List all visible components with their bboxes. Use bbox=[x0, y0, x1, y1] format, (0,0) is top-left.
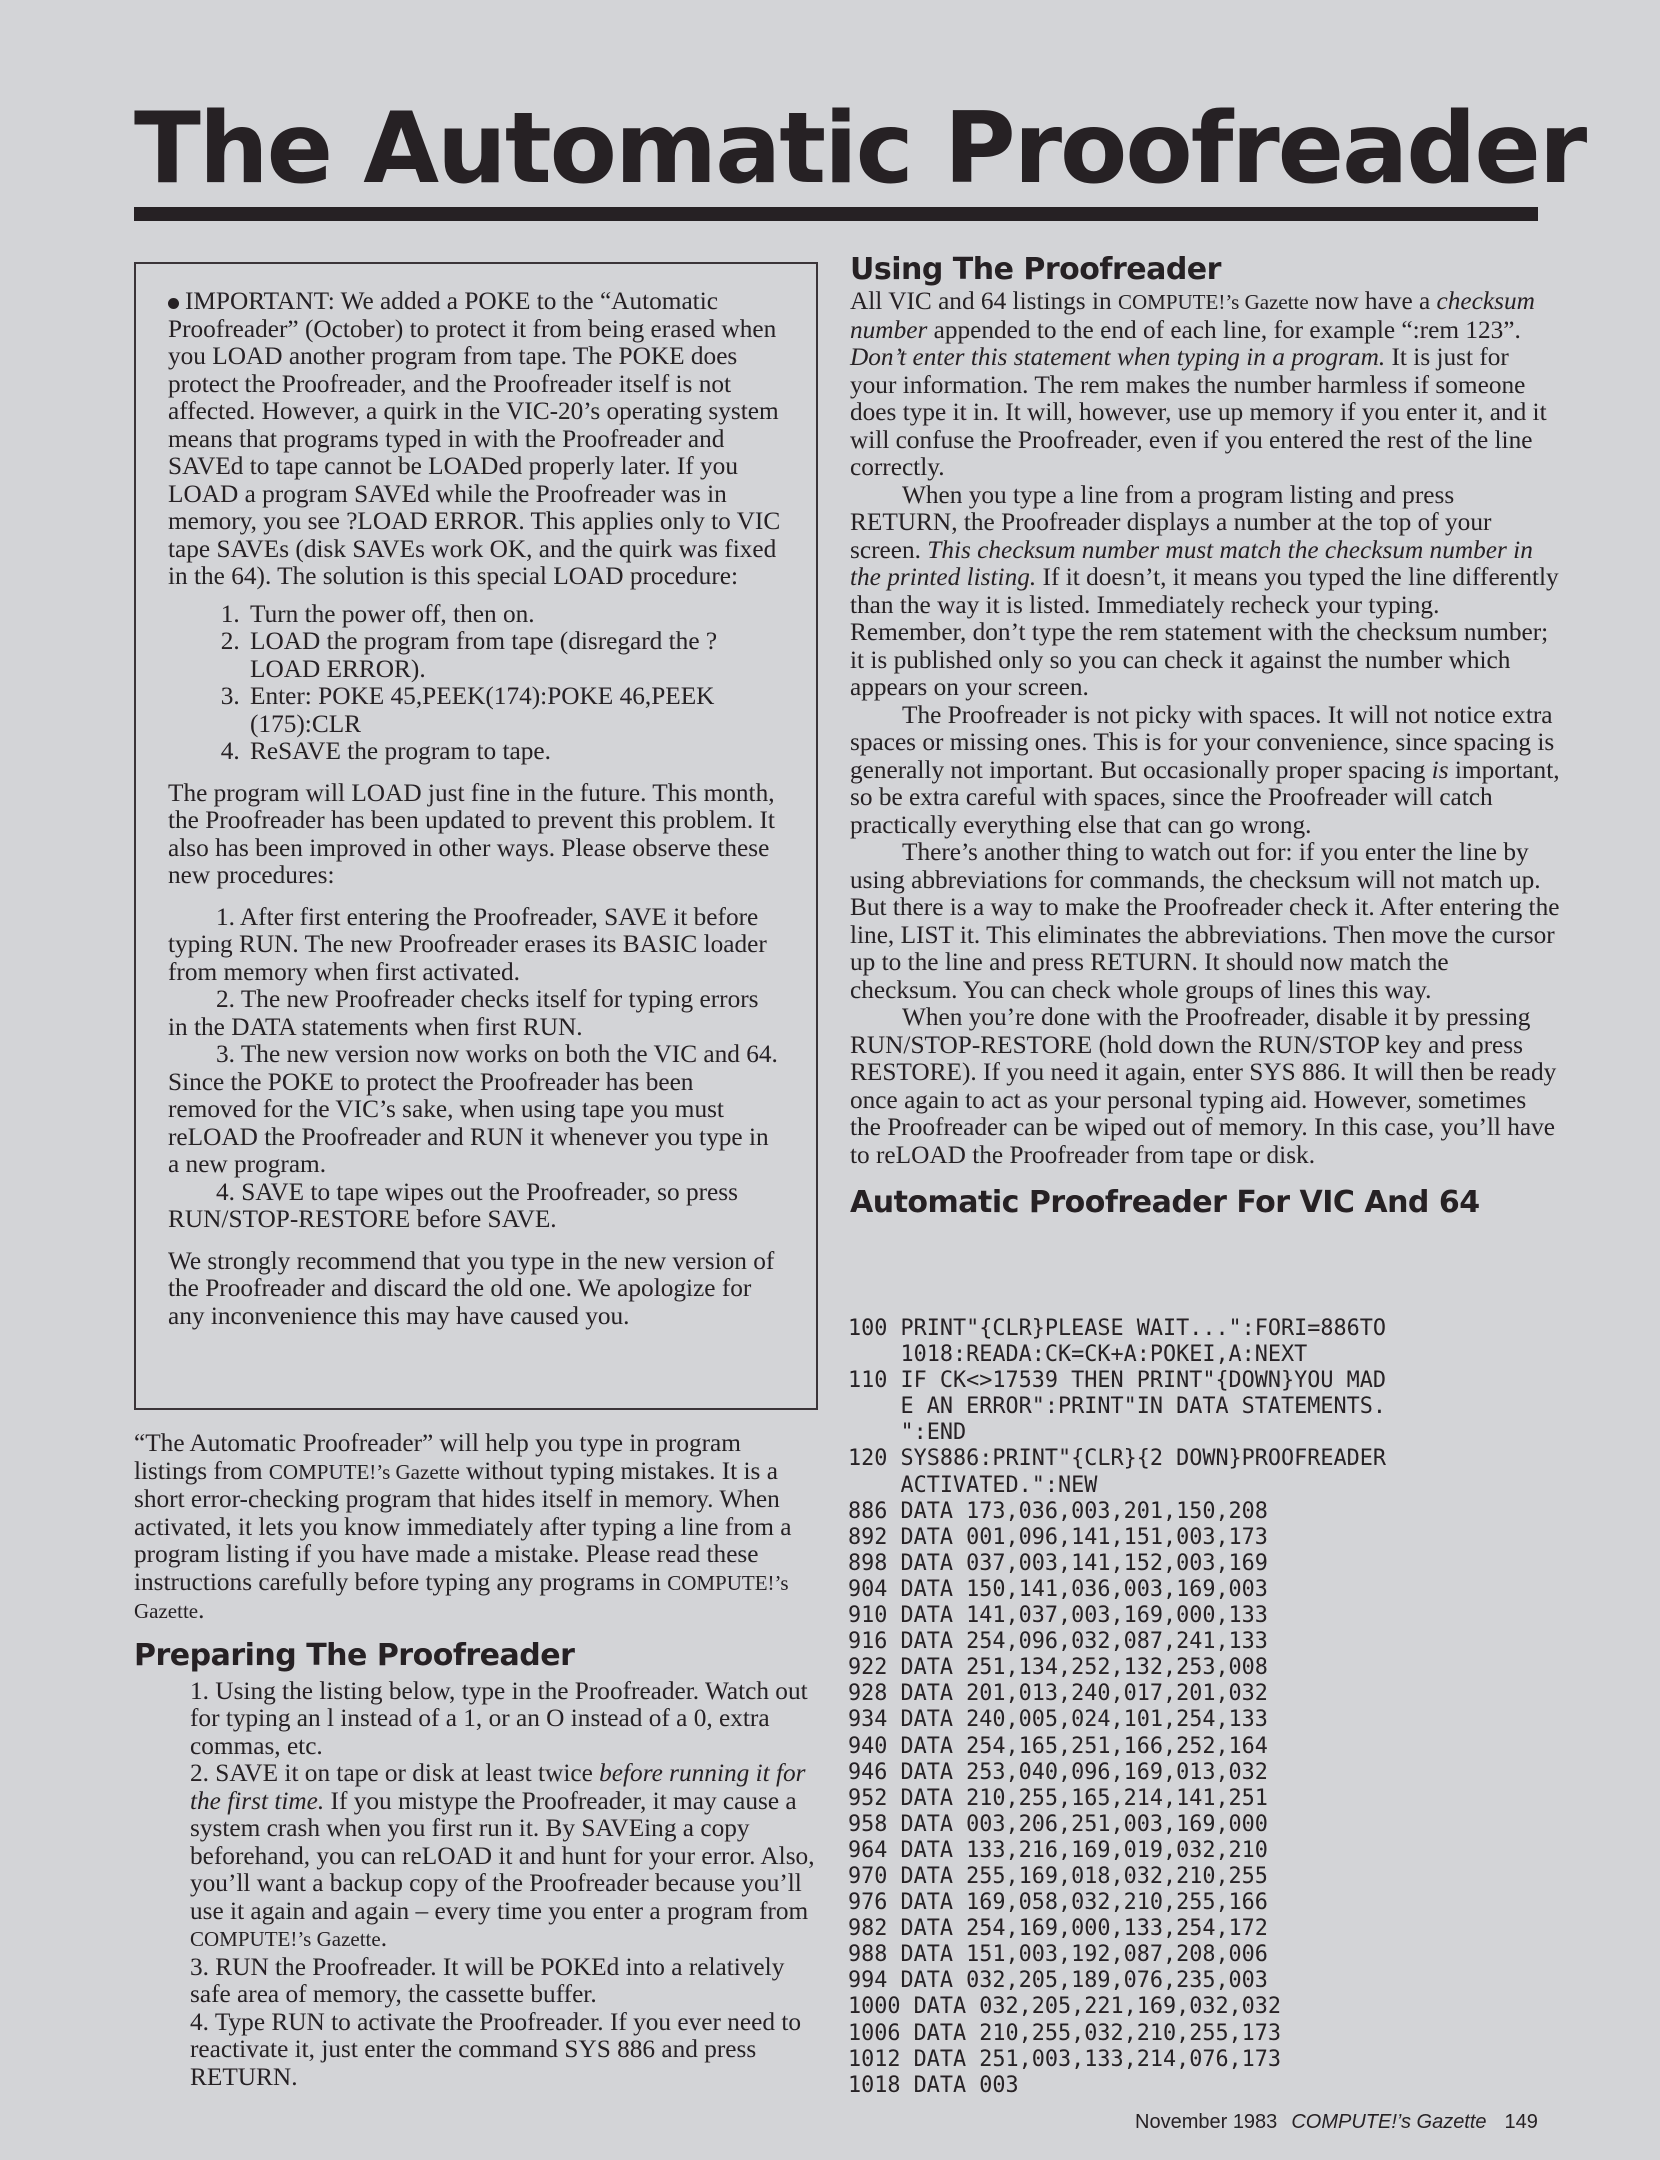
list-item: 4. ReSAVE the program to tape. bbox=[246, 738, 784, 766]
load-procedure-list bbox=[168, 601, 784, 766]
list-item: 3. Enter: POKE 45,PEEK(174):POKE 46,PEEK (175):CLR bbox=[246, 683, 784, 738]
listing-line: 946 DATA 253,040,096,169,013,032 bbox=[848, 1759, 1268, 1785]
listing-line: 976 DATA 169,058,032,210,255,166 bbox=[848, 1890, 1268, 1916]
listing-line: 928 DATA 201,013,240,017,201,032 bbox=[848, 1681, 1268, 1707]
listing-line: 940 DATA 254,165,251,166,252,164 bbox=[848, 1733, 1268, 1759]
using-paragraph-4: There’s another thing to watch out for: if you enter the line by using abbreviations for commands, the checksum will not match up. But there is a way to make the Proofreader check it. After entering the line, LIST it. This eliminates the abbreviations. Then move the cursor up to the line and press RETURN. It should now match the checksum. You can check whole groups of lines this way. bbox=[850, 838, 1560, 1004]
procedure-item: 4. SAVE to tape wipes out the Proofreader, so press RUN/STOP-RESTORE before SAVE. bbox=[168, 1177, 738, 1233]
title-rule bbox=[134, 207, 1538, 221]
list-item: 2. SAVE it on tape or disk at least twice before running it for the first time. If you mistype the Proofreader, it may cause a system crash when you first run it. By SAVEing a copy beforehand, you can reLOAD it and hunt for your error. Also, you’ll want a backup copy of the Proofreader because you’ll use it again and again – every time you enter a program from COMPUTE!’s Gazette. bbox=[190, 1759, 815, 1952]
listing-line: 910 DATA 141,037,003,169,000,133 bbox=[848, 1603, 1268, 1629]
program-listing bbox=[848, 1316, 1568, 2099]
listing-line: 1000 DATA 032,205,221,169,032,032 bbox=[848, 1994, 1282, 2020]
listing-line: 1018:READA:CK=CK+A:POKEI,A:NEXT bbox=[848, 1342, 1308, 1368]
page-footer bbox=[1135, 2111, 1538, 2134]
listing-line: 970 DATA 255,169,018,032,210,255 bbox=[848, 1863, 1268, 1889]
listing-line: 934 DATA 240,005,024,101,254,133 bbox=[848, 1707, 1268, 1733]
list-item: 2. LOAD the program from tape (disregard the ?LOAD ERROR). bbox=[246, 628, 784, 683]
using-paragraph-5: When you’re done with the Proofreader, disable it by pressing RUN/STOP-RESTORE (hold down the RUN/STOP key and press RESTORE). If you need it again, enter SYS 886. It will then be ready once again to act as your personal typing aid. However, sometimes the Proofreader can be wiped out of memory. In this case, you’ll have to reLOAD the Proofreader from tape or disk. bbox=[850, 1003, 1557, 1169]
intro-paragraph: “The Automatic Proofreader” will help you type in program listings from COMPUTE!’s Gazette without typing mistakes. It is a short error-checking program that hides itself in memory. When activated, it lets you know immediately after typing a line from a program listing if you have made a mistake. Please read these instructions carefully before typing any programs in COMPUTE!’s Gazette. bbox=[134, 1429, 792, 1624]
footer-date: November 1983 bbox=[1135, 2111, 1278, 2133]
listing-line: 982 DATA 254,169,000,133,254,172 bbox=[848, 1916, 1268, 1942]
listing-line: 916 DATA 254,096,032,087,241,133 bbox=[848, 1629, 1268, 1655]
listing-line: 120 SYS886:PRINT"{CLR}{2 DOWN}PROOFREADER bbox=[848, 1446, 1387, 1472]
using-heading: Using The Proofreader bbox=[850, 252, 1221, 287]
notice-intro: IMPORTANT: We added a POKE to the “Automatic Proofreader” (October) to protect it from being erased when you LOAD another program from tape. The POKE does protect the Proofreader, and the Proofreader itself is not affected. However, a quirk in the VIC-20’s operating system means that programs typed in with the Proofreader and SAVEd to tape cannot be LOADed properly later. If you LOAD a program SAVEd while the Proofreader was in memory, you see ?LOAD ERROR. This applies only to VIC tape SAVEs (disk SAVEs work OK, and the quirk was fixed in the 64). The solution is this special LOAD procedure: bbox=[168, 287, 781, 590]
listing-line: 1018 DATA 003 bbox=[848, 2072, 1019, 2098]
procedure-item: 3. The new version now works on both the VIC and 64. Since the POKE to protect the Proofreader has been removed for the VIC’s sake, when using tape you must reLOAD the Proofreader and RUN it whenever you type in a new program. bbox=[168, 1040, 778, 1178]
listing-line: ":END bbox=[848, 1420, 967, 1446]
listing-line: ACTIVATED.":NEW bbox=[848, 1472, 1098, 1498]
procedure-item: 2. The new Proofreader checks itself for typing errors in the DATA statements when first RUN. bbox=[168, 985, 759, 1041]
listing-line: 952 DATA 210,255,165,214,141,251 bbox=[848, 1785, 1268, 1811]
right-column bbox=[850, 252, 1560, 1221]
list-item: 1. Turn the power off, then on. bbox=[246, 601, 784, 629]
listing-line: 1012 DATA 251,003,133,214,076,173 bbox=[848, 2046, 1282, 2072]
bullet-icon bbox=[168, 298, 179, 309]
using-paragraph-3: The Proofreader is not picky with spaces. It will not notice extra spaces or missing ones. This is for your convenience, since spacing is generally not important. But occasionally proper spacing is important, so be extra careful with spaces, since the Proofreader will catch practically everything else that can go wrong. bbox=[850, 700, 1560, 839]
listing-line: 886 DATA 173,036,003,201,150,208 bbox=[848, 1498, 1268, 1524]
listing-line: E AN ERROR":PRINT"IN DATA STATEMENTS. bbox=[848, 1394, 1387, 1420]
listing-line: 964 DATA 133,216,169,019,032,210 bbox=[848, 1837, 1268, 1863]
footer-publication: COMPUTE!’s Gazette bbox=[1291, 2111, 1487, 2133]
listing-line: 904 DATA 150,141,036,003,169,003 bbox=[848, 1576, 1268, 1602]
procedure-item: 1. After first entering the Proofreader, SAVE it before typing RUN. The new Proofreader erases its BASIC loader from memory when first activated. bbox=[168, 902, 767, 986]
list-item: 3. RUN the Proofreader. It will be POKEd into a relatively safe area of memory, the cassette buffer. bbox=[190, 1952, 785, 2008]
listing-line: 958 DATA 003,206,251,003,169,000 bbox=[848, 1811, 1268, 1837]
page-title: The Automatic Proofreader bbox=[134, 92, 1586, 206]
list-item: 1. Using the listing below, type in the Proofreader. Watch out for typing an l instead of a 1, or an O instead of a 0, extra commas, etc. bbox=[190, 1676, 808, 1760]
listing-line: 100 PRINT"{CLR}PLEASE WAIT...":FORI=886TO bbox=[848, 1316, 1387, 1341]
preparing-heading: Preparing The Proofreader bbox=[134, 1637, 575, 1673]
listing-line: 898 DATA 037,003,141,152,003,169 bbox=[848, 1550, 1268, 1576]
using-paragraph-2: When you type a line from a program listing and press RETURN, the Proofreader displays a number at the top of your screen. This checksum number must match the checksum number in the printed listing. If it doesn’t, it means you typed the line differently than the way it is listed. Immediately recheck your typing. Remember, don’t type the rem statement with the checksum number; it is published only so you can check it against the number which appears on your screen. bbox=[850, 480, 1559, 701]
listing-line: 988 DATA 151,003,192,087,208,006 bbox=[848, 1942, 1268, 1968]
notice-closing: We strongly recommend that you type in the new version of the Proofreader and discard the old one. We apologize for any inconvenience this may have caused you. bbox=[168, 1246, 775, 1330]
preparing-steps bbox=[190, 1678, 818, 2092]
important-notice-box bbox=[134, 262, 818, 1410]
page-number: 149 bbox=[1504, 2111, 1538, 2133]
listing-line: 892 DATA 001,096,141,151,003,173 bbox=[848, 1524, 1268, 1550]
listing-line: 110 IF CK<>17539 THEN PRINT"{DOWN}YOU MAD bbox=[848, 1368, 1387, 1394]
notice-middle: The program will LOAD just fine in the future. This month, the Proofreader has been updated to prevent this problem. It also has been improved in other ways. Please observe these new procedures: bbox=[168, 778, 775, 889]
listing-line: 1006 DATA 210,255,032,210,255,173 bbox=[848, 2020, 1282, 2046]
listing-heading: Automatic Proofreader For VIC And 64 bbox=[850, 1185, 1480, 1220]
listing-line: 994 DATA 032,205,189,076,235,003 bbox=[848, 1968, 1268, 1994]
left-column bbox=[134, 1430, 818, 2091]
listing-line: 922 DATA 251,134,252,132,253,008 bbox=[848, 1655, 1268, 1681]
using-paragraph-1: All VIC and 64 listings in COMPUTE!’s Gazette now have a checksum number appended to the end of each line, for example “:rem 123”. Don’t enter this statement when typing in a program. It is just for your information. The rem makes the number harmless if someone does type it in. It will, however, use up memory if you enter it, and it will confuse the Proofreader, even if you entered the rest of the line correctly. bbox=[850, 287, 1547, 481]
list-item: 4. Type RUN to activate the Proofreader. If you ever need to reactivate it, just enter the command SYS 886 and press RETURN. bbox=[190, 2007, 802, 2091]
